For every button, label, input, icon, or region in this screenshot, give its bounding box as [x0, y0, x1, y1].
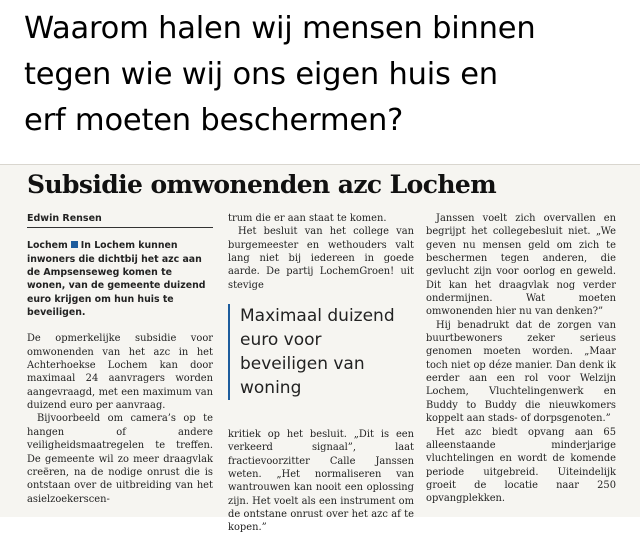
article-paragraph: De opmerkelijke subsidie voor omwonenden van het azc in het Achterhoekse Lochem kan door maximaal 24 aanvragers worden aangevraagd, met een maximum van duizend euro per aanvraag. [27, 333, 213, 412]
clipping-edge [0, 164, 640, 165]
article-paragraph: Hij benadrukt dat de zorgen van buurtbewoners zeker serieus genomen moeten worden. „Maar toch niet op déze manier. Dan denk ik eerder aan een rol voor Welzijn Lochem, Vluchtelingenwerk en Buddy to Buddy die nieuwkomers koppelt aan stads- of dorpsgenoten.” [426, 319, 616, 425]
square-bullet-icon [71, 241, 78, 248]
article-column-3 [426, 212, 616, 506]
caption-line: tegen wie wij ons eigen huis en [24, 57, 498, 92]
article-paragraph: Bijvoorbeeld om camera’s op te hangen of andere veiligheidsmaatregelen te treffen. De gemeente wil zo meer draagvlak creëren, na de nodige onrust die is ontstaan over de uitbreiding van het asielzoekerscen- [27, 413, 213, 505]
caption-line: erf moeten beschermen? [24, 103, 404, 138]
article-paragraph: Het azc biedt opvang aan 65 alleenstaande minderjarige vluchtelingen en wordt de komende periode uitgebreid. Uiteindelijk groeit de locatie naar 250 opvangplekken. [426, 426, 616, 505]
article-byline: Edwin Rensen [27, 212, 213, 228]
article-headline: Subsidie omwonenden azc Lochem [27, 170, 497, 199]
pull-quote: Maximaal duizend euro voor beveiligen van woning [228, 304, 414, 400]
article-paragraph: trum die er aan staat te komen. [228, 213, 387, 224]
article-paragraph: kritiek op het besluit. „Dit is een verkeerd signaal”, laat fractievoorzitter Calle Janssen weten. „Het normaliseren van wantrouwen kan nooit een oplossing zijn. Het voelt als een instrument om de ontstane onrust over het azc af te kopen.” [228, 429, 414, 534]
article-lead [27, 239, 213, 319]
article-column-1 [27, 212, 213, 506]
caption-line: Waarom halen wij mensen binnen [24, 11, 536, 46]
newspaper-clipping [0, 164, 640, 534]
article-paragraph: Het besluit van het college van burgemeester en wethouders valt lang niet bij iedereen in goede aarde. De partij LochemGroen! uit stevige [228, 226, 414, 291]
lead-text: In Lochem kunnen inwoners die dichtbij het azc aan de Ampsenseweg komen te wonen, van de gemeente duizend euro krijgen om hun huis te beveiligen. [27, 240, 206, 319]
dateline: Lochem [27, 240, 68, 252]
article-column-2 [228, 212, 414, 535]
article-paragraph: Janssen voelt zich overvallen en begrijpt het collegebesluit niet. „We geven nu mensen geld om zich te beschermen tegen anderen, die gevlucht zijn voor oorlog en geweld. Dit kan het draagvlak nog verder ondermijnen. Wat moeten omwonenden hier nu van denken?” [426, 213, 616, 318]
caption [24, 6, 624, 144]
